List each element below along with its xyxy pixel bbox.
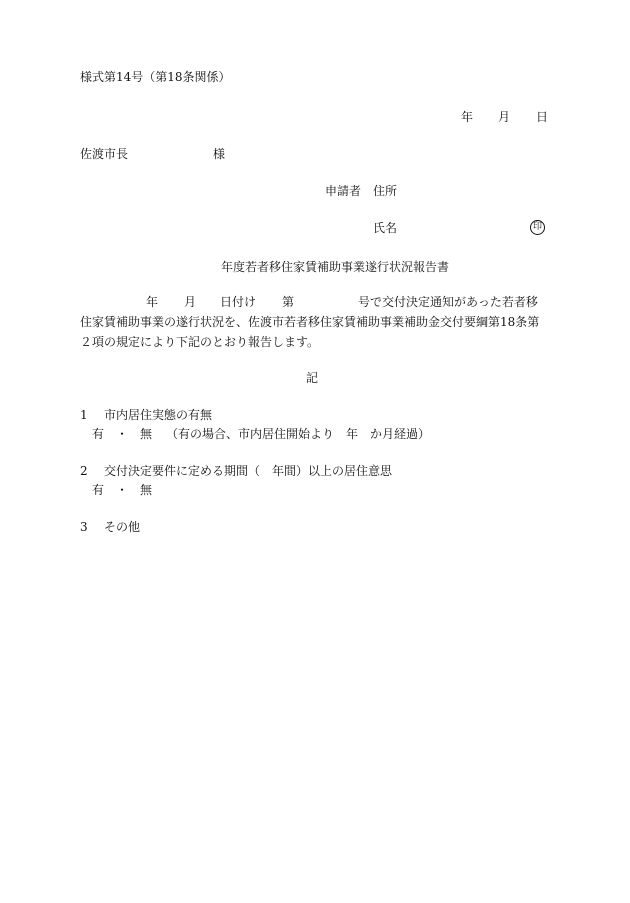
body-line1-rest: 号で交付決定通知があった若者移 xyxy=(358,295,538,309)
ki-heading: 記 xyxy=(306,371,319,385)
item-number: 2 xyxy=(80,464,88,478)
addressee-suffix: 様 xyxy=(213,147,226,161)
item-options: 有 ・ 無 xyxy=(92,427,153,441)
date-month: 月 xyxy=(498,110,511,124)
date-day: 日 xyxy=(536,110,549,124)
body-no-prefix: 第 xyxy=(282,295,295,309)
item-number: 3 xyxy=(80,520,88,534)
name-label: 氏名 xyxy=(373,221,398,235)
seal-mark: 印 xyxy=(530,220,545,235)
body-year: 年 xyxy=(146,295,159,309)
date-year: 年 xyxy=(461,110,474,124)
document-title: 年度若者移住家賃補助事業遂行状況報告書 xyxy=(221,260,450,274)
body-line-1 xyxy=(80,295,560,310)
body-line-3: ２項の規定により下記のとおり報告します。 xyxy=(80,335,320,349)
addressee-name: 佐渡市長 xyxy=(80,147,129,161)
body-dated: 日付け xyxy=(220,295,257,309)
item-number: 1 xyxy=(80,408,88,422)
item-title: 市内居住実態の有無 xyxy=(104,408,213,422)
item-options: 有 ・ 無 xyxy=(92,483,153,497)
item-title: その他 xyxy=(104,520,141,534)
item-title: 交付決定要件に定める期間（ 年間）以上の居住意思 xyxy=(104,464,393,478)
form-number: 様式第14号（第18条関係） xyxy=(80,70,231,84)
body-line-2: 住家賃補助事業の遂行状況を、佐渡市若者移住家賃補助事業補助金交付要綱第18条第 xyxy=(80,315,540,329)
applicant-label: 申請者 xyxy=(325,184,362,198)
item-note: （有の場合、市内居住開始より 年 か月経過） xyxy=(166,427,431,441)
address-label: 住所 xyxy=(373,184,398,198)
body-month: 月 xyxy=(184,295,197,309)
